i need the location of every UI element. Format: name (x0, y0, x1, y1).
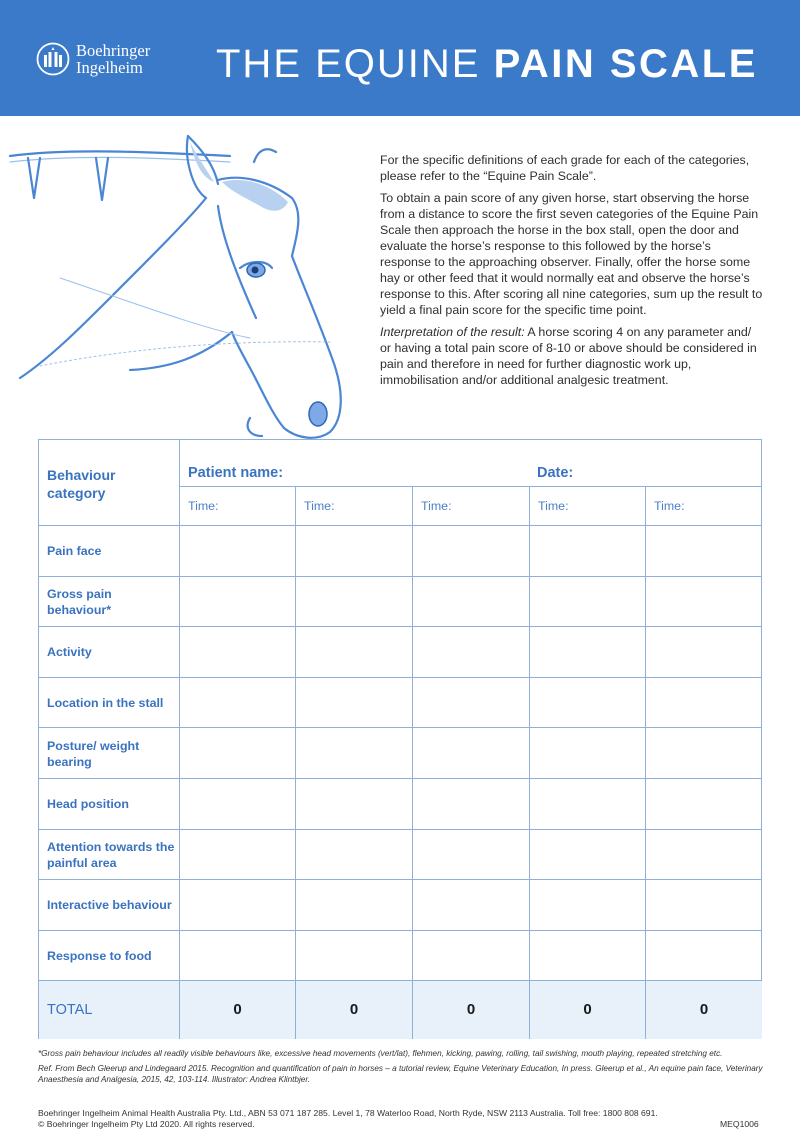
title-light: THE EQUINE (216, 42, 481, 86)
category-label: Gross pain behaviour* (47, 586, 112, 617)
score-cell[interactable] (296, 931, 413, 982)
time-label: Time: (421, 499, 452, 513)
category-label: Head position (47, 797, 129, 812)
score-cell[interactable] (530, 526, 646, 577)
category-label: Posture/ weight bearing (47, 738, 140, 769)
score-cell[interactable] (296, 627, 413, 678)
document-code: MEQ1006 (720, 1119, 759, 1129)
score-cell[interactable] (646, 627, 762, 678)
score-cell[interactable] (180, 931, 296, 982)
header-banner (0, 0, 800, 116)
intro-paragraph-2: To obtain a pain score of any given horse, start observing the horse from a distance to score the first seven categories of the Equine Pain Scale then approach the horse in the box stall, open the door and evaluate the horse’s response to this followed by the horse’s response to the approaching observer. Finally, offer the horse some hay or other feed that it would normally eat and observe the horse’s response to this. After scoring all nine categories, sum up the result to yield a final pain score for the specific time point. (380, 191, 763, 317)
category-label: Response to food (47, 949, 152, 964)
score-cell[interactable] (646, 880, 762, 931)
category-label: Attention towards the painful area (47, 839, 175, 870)
horse-illustration-icon (0, 118, 360, 458)
score-cell[interactable] (646, 526, 762, 577)
score-cell[interactable] (530, 830, 646, 881)
total-cell (530, 981, 646, 1039)
score-cell[interactable] (646, 678, 762, 729)
score-cell[interactable] (413, 577, 530, 628)
score-cell[interactable] (530, 577, 646, 628)
logo-line-2: Ingelheim (76, 58, 143, 77)
score-cell[interactable] (413, 728, 530, 779)
category-header: Behaviour category (47, 467, 116, 501)
total-label-cell (39, 981, 180, 1039)
footnote: *Gross pain behaviour includes all readily visible behaviours like, excessive head movements (vert/lat), flehmen, kicking, pawing, rolling, tail swishing, mouth playing, repeated stretching etc. (38, 1049, 723, 1058)
total-value: 0 (349, 1001, 359, 1019)
logo-line-1: Boehringer (76, 41, 151, 60)
score-cell[interactable] (180, 526, 296, 577)
category-row-label-cell (39, 931, 180, 982)
pain-score-table (38, 439, 762, 1039)
category-row-label-cell (39, 728, 180, 779)
score-cell[interactable] (296, 526, 413, 577)
total-cell (646, 981, 762, 1039)
category-row-label-cell (39, 526, 180, 577)
score-cell[interactable] (296, 678, 413, 729)
category-label: Activity (47, 645, 92, 660)
time-label: Time: (188, 499, 219, 513)
total-cell (296, 981, 413, 1039)
total-value: 0 (699, 1001, 709, 1019)
time-label: Time: (304, 499, 335, 513)
patient-name-label: Patient name: (188, 465, 284, 481)
category-header-cell (39, 440, 180, 526)
copyright-line: © Boehringer Ingelheim Pty Ltd 2020. All rights reserved. (38, 1119, 255, 1129)
score-cell[interactable] (180, 577, 296, 628)
category-row-label-cell (39, 830, 180, 881)
score-cell[interactable] (413, 931, 530, 982)
total-value: 0 (583, 1001, 592, 1019)
patient-date-cell (180, 440, 762, 487)
category-label: Location in the stall (47, 696, 164, 711)
score-cell[interactable] (180, 627, 296, 678)
score-cell[interactable] (413, 627, 530, 678)
time-cell[interactable] (296, 487, 413, 526)
total-cell (180, 981, 296, 1039)
score-cell[interactable] (413, 779, 530, 830)
interpretation-text: A horse scoring 4 on any parameter and/ or having a total pain score of 8-10 or above should be considered in pain and therefore in need for further diagnostic work up, immobilisation and/or additional analgesic treatment. (380, 325, 757, 387)
page-title (216, 40, 758, 88)
intro-paragraph-3 (380, 324, 765, 388)
score-cell[interactable] (530, 728, 646, 779)
time-cell[interactable] (413, 487, 530, 526)
score-cell[interactable] (180, 678, 296, 729)
score-cell[interactable] (530, 779, 646, 830)
score-cell[interactable] (530, 931, 646, 982)
title-bold: PAIN SCALE (493, 42, 758, 86)
time-cell[interactable] (646, 487, 762, 526)
brand-logo (36, 42, 176, 82)
category-label: Interactive behaviour (47, 898, 172, 913)
intro-paragraph-1: For the specific definitions of each grade for each of the categories, please refer to the “Equine Pain Scale”. (380, 153, 750, 183)
score-cell[interactable] (180, 779, 296, 830)
time-cell[interactable] (180, 487, 296, 526)
category-row-label-cell (39, 779, 180, 830)
intro-text (380, 152, 765, 394)
score-cell[interactable] (413, 678, 530, 729)
score-cell[interactable] (530, 627, 646, 678)
score-cell[interactable] (646, 728, 762, 779)
interpretation-lead: Interpretation of the result: (380, 325, 525, 339)
score-cell[interactable] (296, 830, 413, 881)
time-cell[interactable] (530, 487, 646, 526)
total-value: 0 (233, 1001, 242, 1019)
score-cell[interactable] (413, 830, 530, 881)
time-label: Time: (538, 499, 569, 513)
score-cell[interactable] (413, 526, 530, 577)
total-label: TOTAL (47, 1002, 93, 1019)
score-cell[interactable] (296, 880, 413, 931)
company-line: Boehringer Ingelheim Animal Health Australia Pty. Ltd., ABN 53 071 187 285. Level 1, 78 Waterloo Road, North Ryde, NSW 2113 Australia. Toll free: 1800 808 691. (38, 1108, 658, 1118)
score-cell[interactable] (296, 779, 413, 830)
score-cell[interactable] (180, 880, 296, 931)
category-row-label-cell (39, 678, 180, 729)
score-cell[interactable] (646, 931, 762, 982)
total-value: 0 (466, 1001, 476, 1019)
score-cell[interactable] (530, 880, 646, 931)
logo-icon (36, 42, 70, 76)
score-cell[interactable] (180, 728, 296, 779)
score-cell[interactable] (646, 577, 762, 628)
company-info (38, 1108, 718, 1130)
score-cell[interactable] (296, 728, 413, 779)
score-cell[interactable] (296, 577, 413, 628)
date-label: Date: (537, 465, 574, 481)
score-cell[interactable] (530, 678, 646, 729)
score-cell[interactable] (413, 880, 530, 931)
category-row-label-cell (39, 627, 180, 678)
score-cell[interactable] (646, 779, 762, 830)
reference: Ref. From Bech Gleerup and Lindegaard 2015. Recognition and quantification of pain in horses – a tutorial review, Equine Veterinary Education, In press. Gleerup et al., An equine pain face, Veterinary Anaesthesia and Analgesia, 2015, 42, 103-114. Illustrator: Andrea Klintbjer. (38, 1064, 763, 1084)
category-label: Pain face (47, 544, 102, 559)
category-row-label-cell (39, 577, 180, 628)
category-row-label-cell (39, 880, 180, 931)
total-cell (413, 981, 530, 1039)
score-cell[interactable] (180, 830, 296, 881)
score-cell[interactable] (646, 830, 762, 881)
time-label: Time: (654, 499, 685, 513)
